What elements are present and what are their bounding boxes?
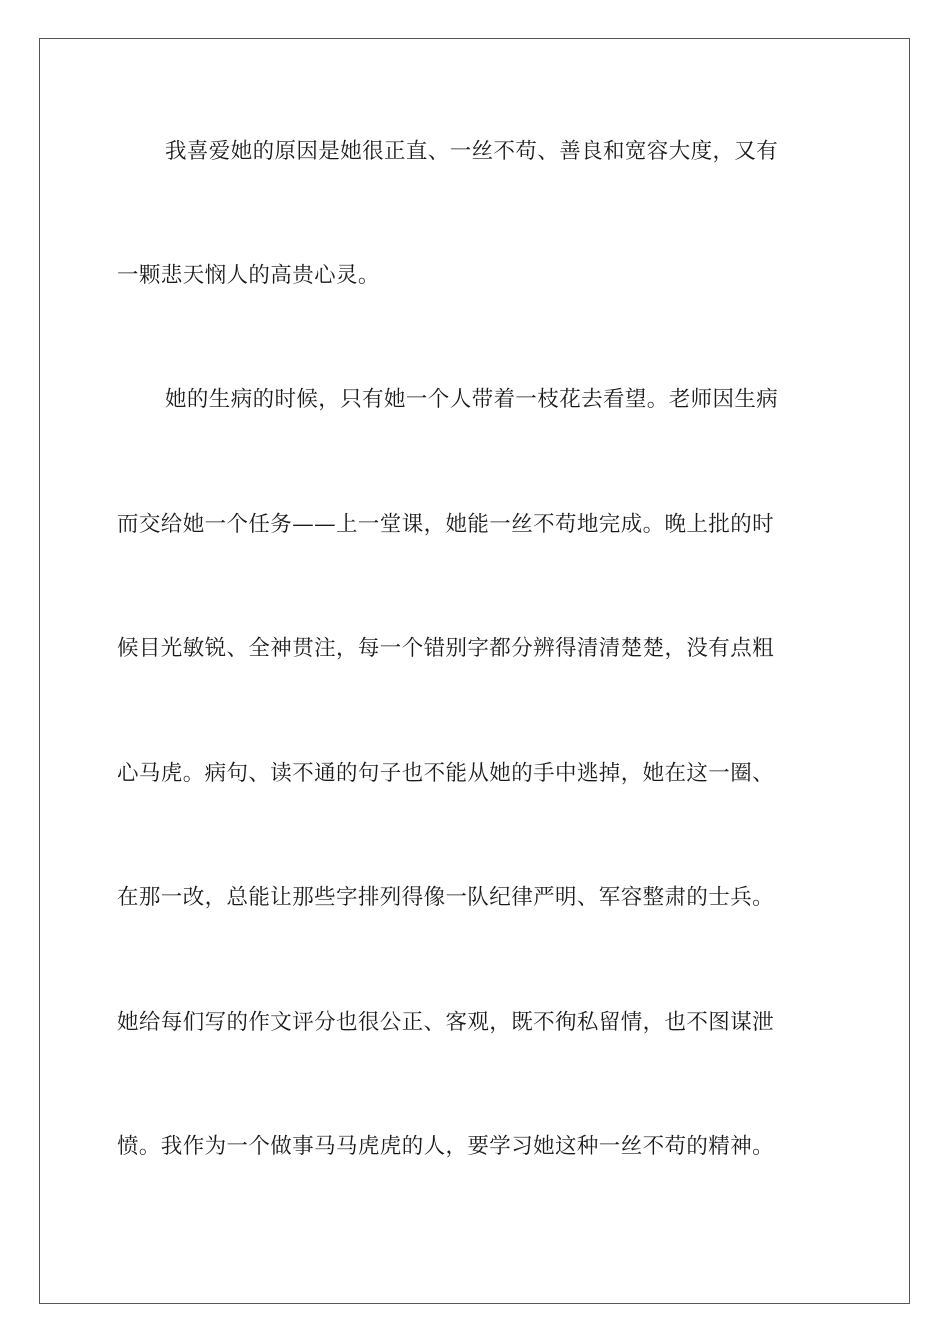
- paragraph-2-line-1: 她的生病的时候，只有她一个人带着一枝花去看望。老师因生病: [165, 387, 779, 412]
- paragraph-2-line-2: 而交给她一个任务——上一堂课，她能一丝不苟地完成。晚上批的时: [117, 512, 775, 537]
- paragraph-1-line-2: 一颗悲天悯人的高贵心灵。: [117, 263, 380, 288]
- paragraph-2-line-6: 她给每们写的作文评分也很公正、客观，既不徇私留情，也不图谋泄: [117, 1010, 775, 1035]
- paragraph-2-line-4: 心马虎。病句、读不通的句子也不能从她的手中逃掉，她在这一圈、: [117, 761, 775, 786]
- page-border: [39, 38, 910, 1304]
- paragraph-2-line-7: 愤。我作为一个做事马马虎虎的人，要学习她这种一丝不苟的精神。: [117, 1134, 775, 1159]
- paragraph-1-line-1: 我喜爱她的原因是她很正直、一丝不苟、善良和宽容大度，又有: [165, 139, 779, 164]
- paragraph-2-line-3: 候目光敏锐、全神贯注，每一个错别字都分辨得清清楚楚，没有点粗: [117, 636, 775, 661]
- paragraph-2-line-5: 在那一改，总能让那些字排列得像一队纪律严明、军容整肃的士兵。: [117, 885, 775, 910]
